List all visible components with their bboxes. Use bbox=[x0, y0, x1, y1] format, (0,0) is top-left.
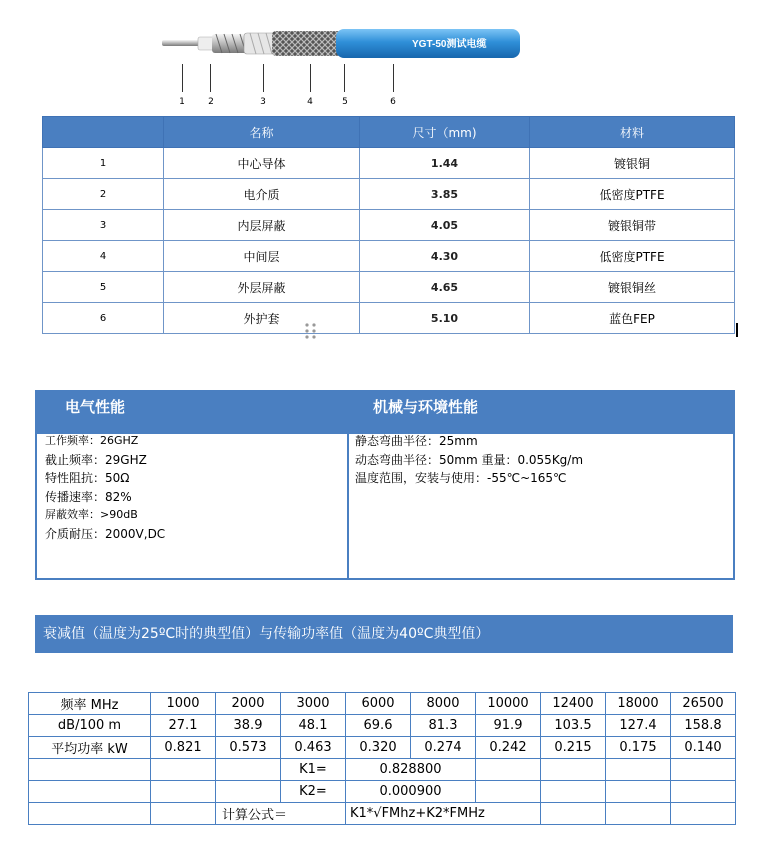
performance-divider bbox=[347, 434, 349, 580]
header-material: 材料 bbox=[530, 117, 735, 148]
header-name: 名称 bbox=[164, 117, 360, 148]
table-row bbox=[29, 803, 736, 825]
table-cell: 91.9 bbox=[476, 715, 541, 737]
empty-cell bbox=[606, 781, 671, 803]
table-move-handle-icon[interactable] bbox=[304, 322, 318, 340]
row-size: 5.10 bbox=[360, 303, 530, 334]
performance-section bbox=[35, 390, 735, 580]
attenuation-banner: 衰减值（温度为25ºC时的典型值）与传输功率值（温度为40ºC典型值） bbox=[35, 615, 733, 653]
table-row bbox=[43, 241, 735, 272]
coax-cable-illustration bbox=[160, 24, 530, 64]
table-cell: 0.140 bbox=[671, 737, 736, 759]
mechanical-specs bbox=[355, 432, 583, 488]
cable-structure-table bbox=[42, 116, 735, 334]
row-material: 镀银铜 bbox=[530, 148, 735, 179]
table-row bbox=[29, 715, 736, 737]
callout-line-2 bbox=[210, 64, 211, 92]
table-cell: 18000 bbox=[606, 693, 671, 715]
empty-cell bbox=[606, 803, 671, 825]
spec-line: 介质耐压：2000V,DC bbox=[45, 526, 166, 541]
empty-cell bbox=[671, 803, 736, 825]
row-size: 4.30 bbox=[360, 241, 530, 272]
table-row bbox=[29, 781, 736, 803]
electrical-title: 电气性能 bbox=[65, 398, 126, 416]
table-cell: 69.6 bbox=[346, 715, 411, 737]
callout-number: 2 bbox=[208, 97, 214, 107]
header-size: 尺寸（mm) bbox=[360, 117, 530, 148]
k1-label: K1= bbox=[281, 759, 346, 781]
empty-cell bbox=[606, 759, 671, 781]
empty-cell bbox=[476, 781, 541, 803]
k2-value: 0.000900 bbox=[346, 781, 476, 803]
spec-line: 动态弯曲半径：50mm 重量：0.055Kg/m bbox=[355, 452, 584, 467]
table-cell: 2000 bbox=[216, 693, 281, 715]
table-cell: 12400 bbox=[541, 693, 606, 715]
spec-line: 特性阻抗：50Ω bbox=[45, 471, 130, 485]
table-cell: 0.320 bbox=[346, 737, 411, 759]
empty-cell bbox=[541, 803, 606, 825]
formula-label: 计算公式＝ bbox=[216, 803, 346, 825]
row-index: 3 bbox=[43, 210, 164, 241]
table-cell: 3000 bbox=[281, 693, 346, 715]
spec-line: 工作频率：26GHZ bbox=[45, 434, 139, 447]
row-name: 外层屏蔽 bbox=[164, 272, 360, 303]
table-cell: 26500 bbox=[671, 693, 736, 715]
empty-cell bbox=[216, 759, 281, 781]
callout-number: 6 bbox=[390, 97, 396, 107]
table-cell: 0.242 bbox=[476, 737, 541, 759]
table-header-row bbox=[43, 117, 735, 148]
power-label: 平均功率 kW bbox=[29, 737, 151, 759]
spec-line: 传播速率：82% bbox=[45, 489, 132, 504]
table-row bbox=[43, 272, 735, 303]
table-cell: 1000 bbox=[151, 693, 216, 715]
spec-line: 静态弯曲半径：25mm bbox=[355, 434, 478, 448]
table-cell: 6000 bbox=[346, 693, 411, 715]
empty-cell bbox=[29, 759, 151, 781]
mechanical-title: 机械与环境性能 bbox=[373, 398, 479, 416]
row-size: 3.85 bbox=[360, 179, 530, 210]
empty-cell bbox=[476, 759, 541, 781]
row-material: 低密度PTFE bbox=[530, 241, 735, 272]
table-row bbox=[43, 148, 735, 179]
table-cell: 0.573 bbox=[216, 737, 281, 759]
table-row bbox=[29, 759, 736, 781]
empty-cell bbox=[29, 803, 151, 825]
callout-line-6 bbox=[393, 64, 394, 92]
table-cell: 0.175 bbox=[606, 737, 671, 759]
empty-cell bbox=[151, 781, 216, 803]
row-index: 2 bbox=[43, 179, 164, 210]
header-index bbox=[43, 117, 164, 148]
row-material: 镀银铜丝 bbox=[530, 272, 735, 303]
table-cell: 158.8 bbox=[671, 715, 736, 737]
empty-cell bbox=[541, 781, 606, 803]
row-size: 4.65 bbox=[360, 272, 530, 303]
table-cell: 103.5 bbox=[541, 715, 606, 737]
table-row bbox=[29, 737, 736, 759]
callout-number: 3 bbox=[260, 97, 266, 107]
freq-label: 频率 MHz bbox=[29, 693, 151, 715]
table-cell: 0.215 bbox=[541, 737, 606, 759]
callout-number: 4 bbox=[307, 97, 313, 107]
row-material: 蓝色FEP bbox=[530, 303, 735, 334]
table-cell: 0.274 bbox=[411, 737, 476, 759]
table-cell: 48.1 bbox=[281, 715, 346, 737]
callout-line-4 bbox=[310, 64, 311, 92]
table-row bbox=[29, 693, 736, 715]
empty-cell bbox=[151, 803, 216, 825]
empty-cell bbox=[216, 781, 281, 803]
row-index: 4 bbox=[43, 241, 164, 272]
table-cell: 0.821 bbox=[151, 737, 216, 759]
attenuation-power-table bbox=[28, 692, 736, 825]
row-name: 外护套 bbox=[164, 303, 360, 334]
k1-value: 0.828800 bbox=[346, 759, 476, 781]
row-index: 6 bbox=[43, 303, 164, 334]
table-cell: 8000 bbox=[411, 693, 476, 715]
row-name: 中心导体 bbox=[164, 148, 360, 179]
row-index: 5 bbox=[43, 272, 164, 303]
row-size: 1.44 bbox=[360, 148, 530, 179]
table-cell: 0.463 bbox=[281, 737, 346, 759]
center-conductor bbox=[162, 40, 202, 46]
spec-line: 截止频率：29GHZ bbox=[45, 452, 147, 467]
empty-cell bbox=[541, 759, 606, 781]
row-name: 内层屏蔽 bbox=[164, 210, 360, 241]
spec-line: 屏蔽效率：>90dB bbox=[45, 508, 138, 521]
callout-line-3 bbox=[263, 64, 264, 92]
table-row bbox=[43, 179, 735, 210]
performance-header bbox=[37, 392, 733, 434]
empty-cell bbox=[671, 781, 736, 803]
table-cell: 38.9 bbox=[216, 715, 281, 737]
table-row bbox=[43, 303, 735, 334]
table-cell: 27.1 bbox=[151, 715, 216, 737]
empty-cell bbox=[671, 759, 736, 781]
spec-line: 温度范围，安装与使用：-55℃~165℃ bbox=[355, 471, 567, 485]
formula-value: K1*√FMhz+K2*FMHz bbox=[346, 803, 541, 825]
callout-line-1 bbox=[182, 64, 183, 92]
row-name: 电介质 bbox=[164, 179, 360, 210]
row-size: 4.05 bbox=[360, 210, 530, 241]
callout-number: 1 bbox=[179, 97, 185, 107]
table-cell: 127.4 bbox=[606, 715, 671, 737]
electrical-specs bbox=[45, 432, 165, 543]
row-material: 镀银铜带 bbox=[530, 210, 735, 241]
table-cell: 81.3 bbox=[411, 715, 476, 737]
empty-cell bbox=[151, 759, 216, 781]
cable-label: YGT-50测试电缆 bbox=[412, 39, 487, 50]
text-cursor-icon bbox=[736, 323, 738, 337]
k2-label: K2= bbox=[281, 781, 346, 803]
row-material: 低密度PTFE bbox=[530, 179, 735, 210]
outer-shield-braid bbox=[272, 31, 344, 56]
callout-number: 5 bbox=[342, 97, 348, 107]
callout-line-5 bbox=[344, 64, 345, 92]
row-index: 1 bbox=[43, 148, 164, 179]
table-cell: 10000 bbox=[476, 693, 541, 715]
db-label: dB/100 m bbox=[29, 715, 151, 737]
row-name: 中间层 bbox=[164, 241, 360, 272]
empty-cell bbox=[29, 781, 151, 803]
table-row bbox=[43, 210, 735, 241]
